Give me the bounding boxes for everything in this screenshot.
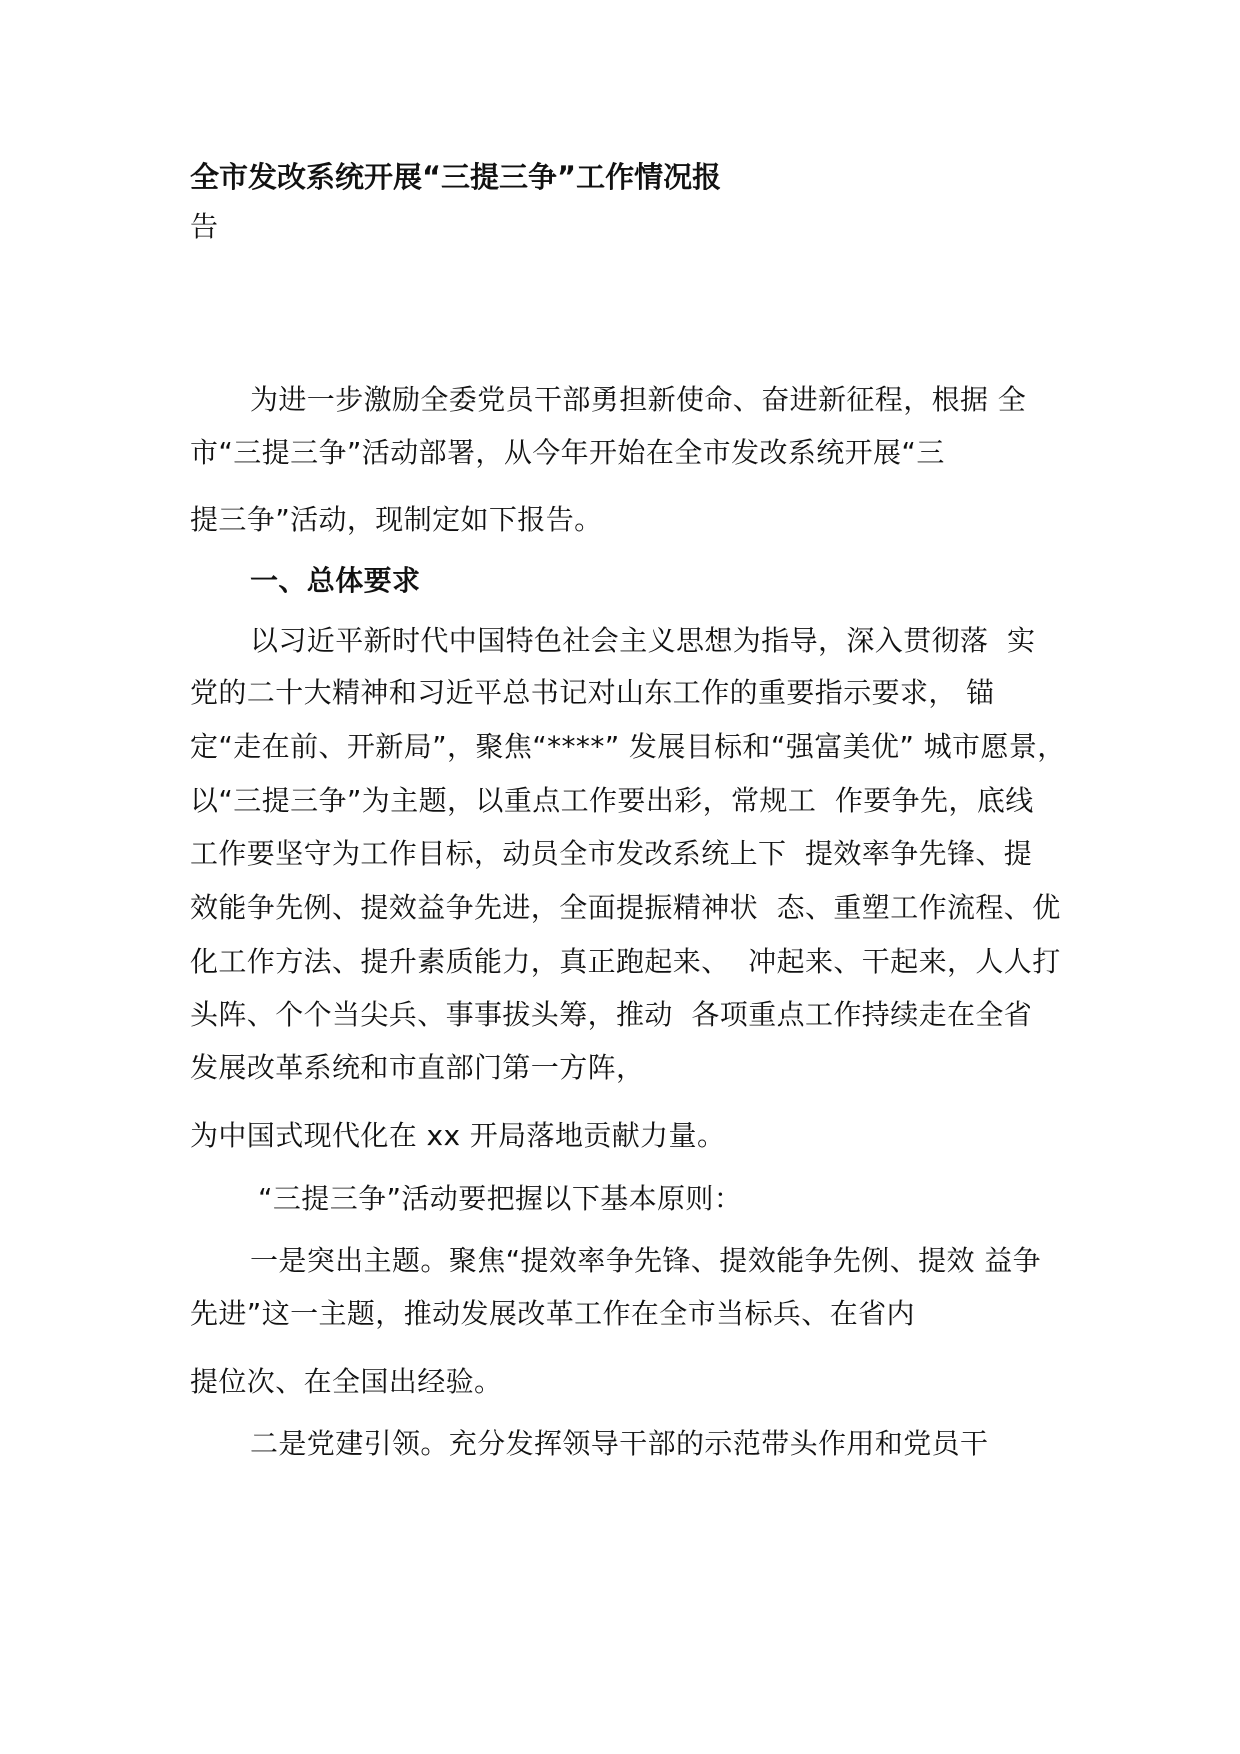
- paragraph-line: “三提三争”活动要把握以下基本原则：: [258, 1182, 743, 1215]
- paragraph-line: 为进一步激励全委党员干部勇担新使命、奋进新征程，根据 全: [250, 383, 1027, 416]
- paragraph-line: 定“走在前、开新局”，聚焦“****” 发展目标和“强富美优” 城市愿景，: [190, 730, 1066, 763]
- paragraph-line: 提位次、在全国出经验。: [190, 1365, 503, 1398]
- paragraph-line: 为中国式现代化在 xx 开局落地贡献力量。: [190, 1119, 726, 1152]
- paragraph-line: 工作要坚守为工作目标，动员全市发改系统上下 提效率争先锋、提: [190, 837, 1033, 870]
- paragraph-line: 效能争先例、提效益争先进，全面提振精神状 态、重塑工作流程、优: [190, 891, 1061, 924]
- paragraph-line: 发展改革系统和市直部门第一方阵，: [190, 1051, 645, 1084]
- paragraph-line: 提三争”活动，现制定如下报告。: [190, 503, 603, 536]
- paragraph-line: 一是突出主题。聚焦“提效率争先锋、提效能争先例、提效 益争: [250, 1244, 1042, 1277]
- paragraph-line: 市“三提三争”活动部署，从今年开始在全市发改系统开展“三: [190, 436, 945, 469]
- paragraph-line: 党的二十大精神和习近平总书记对山东工作的重要指示要求， 锚: [190, 676, 995, 709]
- paragraph-line: 化工作方法、提升素质能力，真正跑起来、 冲起来、干起来，人人打: [190, 945, 1061, 978]
- paragraph-line: 以习近平新时代中国特色社会主义思想为指导，深入贯彻落 实: [250, 624, 1036, 657]
- document-title: 全市发改系统开展“三提三争”工作情况报: [190, 160, 722, 194]
- section-heading: 一、总体要求: [250, 564, 421, 597]
- paragraph-line: 二是党建引领。充分发挥领导干部的示范带头作用和党员干: [250, 1427, 989, 1460]
- paragraph-line: 以“三提三争”为主题，以重点工作要出彩，常规工 作要争先，底线: [190, 784, 1034, 817]
- document-title-continuation: 告: [190, 210, 219, 243]
- paragraph-line: 先进”这一主题，推动发展改革工作在全市当标兵、在省内: [190, 1297, 915, 1330]
- paragraph-line: 头阵、个个当尖兵、事事拔头筹，推动 各项重点工作持续走在全省: [190, 998, 1033, 1031]
